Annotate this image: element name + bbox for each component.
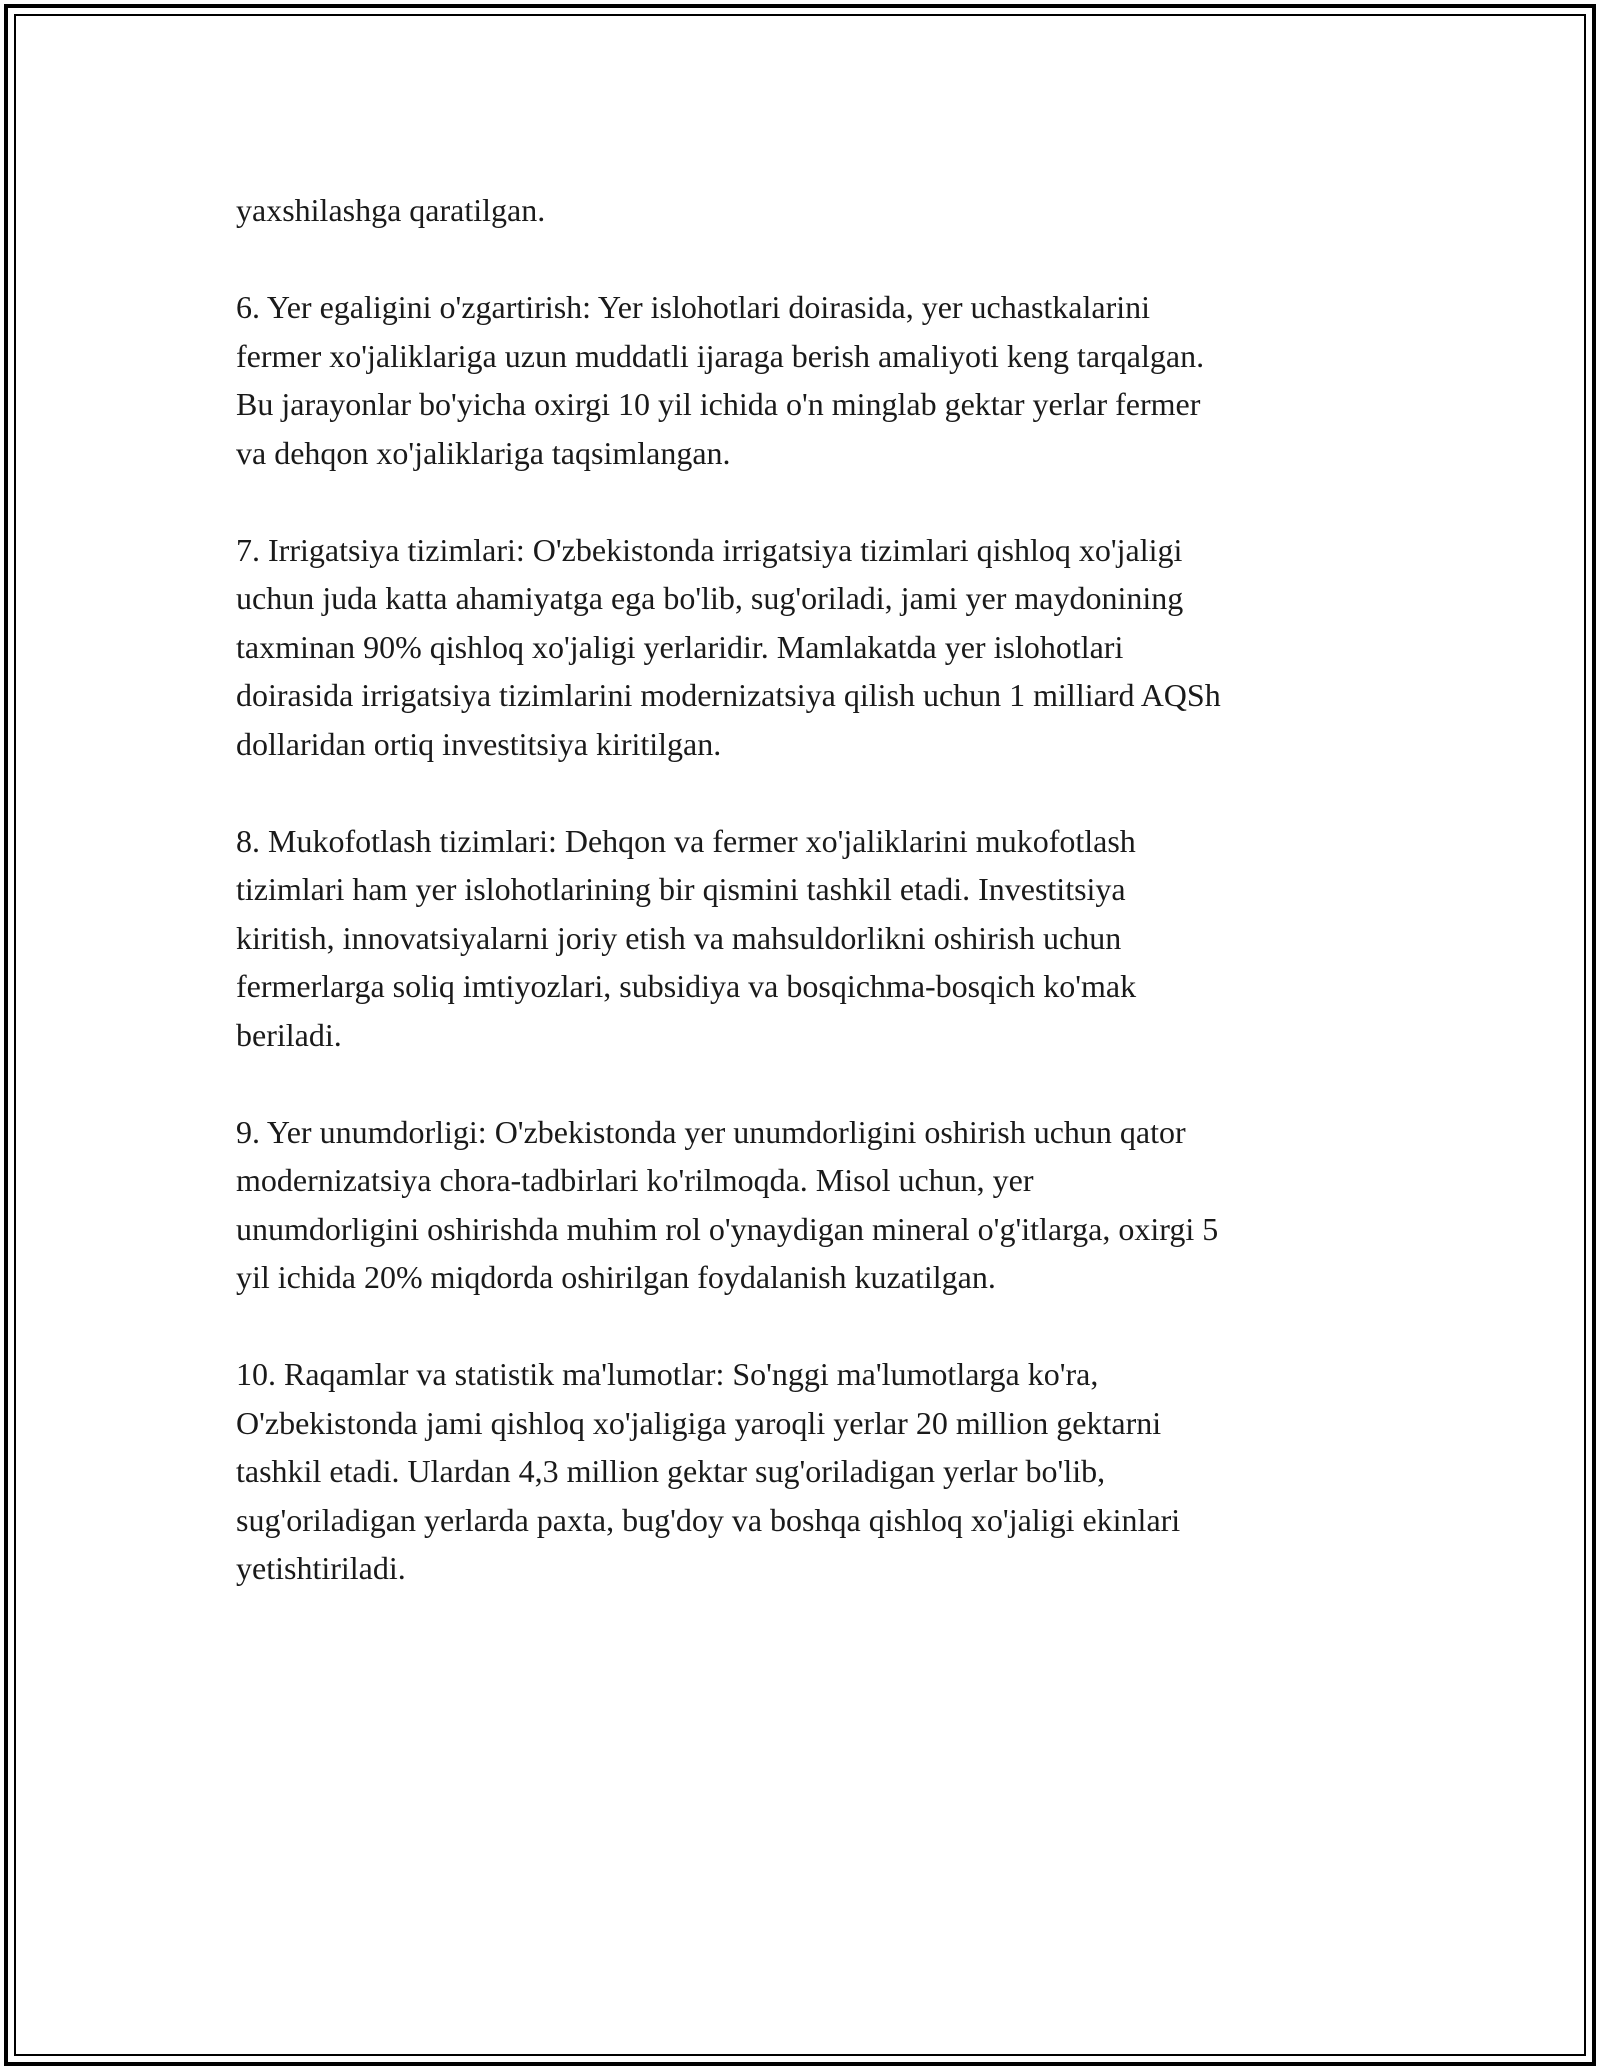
paragraph-statistics: 10. Raqamlar va statistik ma'lumotlar: So'nggi ma'lumotlarga ko'ra, O'zbekistonda jami qishloq xo'jaligiga yaroqli yerlar 20 million gektarni tashkil etadi. Ulardan 4,3 million gektar sug'oriladigan yerlar bo'lib, sug'oriladigan yerlarda paxta, bug'doy va boshqa qishloq xo'jaligi ekinlari yetishtiriladi. [236,1356,1181,1586]
document-body [236,186,1386,1641]
paragraph-continuation: yaxshilashga qaratilgan. [236,192,546,228]
paragraph-soil-fertility: 9. Yer unumdorligi: O'zbekistonda yer unumdorligini oshirish uchun qator modernizatsiya chora-tadbirlari ko'rilmoqda. Misol uchun, yer unumdorligini oshirishda muhim rol o'ynaydigan mineral o'g'itlarga, oxirgi 5 yil ichida 20% miqdorda oshirilgan foydalanish kuzatilgan. [236,1113,1219,1295]
paragraph-incentives: 8. Mukofotlash tizimlari: Dehqon va fermer xo'jaliklarini mukofotlash tizimlari ham yer islohotlarining bir qismini tashkil etadi. Investitsiya kiritish, innovatsiyalarni joriy etish va mahsuldorlikni oshirish uchun fermerlarga soliq imtiyozlari, subsidiya va bosqichma-bosqich ko'mak beriladi. [236,822,1137,1053]
paragraph-land-ownership: 6. Yer egaligini o'zgartirish: Yer islohotlari doirasida, yer uchastkalarini fermer xo'jaliklariga uzun muddatli ijaraga berish amaliyoti keng tarqalgan. Bu jarayonlar bo'yicha oxirgi 10 yil ichida o'n minglab gektar yerlar fermer va dehqon xo'jaliklariga taqsimlangan. [236,289,1205,471]
paragraph-irrigation: 7. Irrigatsiya tizimlari: O'zbekistonda irrigatsiya tizimlari qishloq xo'jaligi uchun juda katta ahamiyatga ega bo'lib, sug'oriladi, jami yer maydonining taxminan 90% qishloq xo'jaligi yerlaridir. Mamlakatda yer islohotlari doirasida irrigatsiya tizimlarini modernizatsiya qilish uchun 1 milliard AQSh dollaridan ortiq investitsiya kiritilgan. [236,531,1221,762]
